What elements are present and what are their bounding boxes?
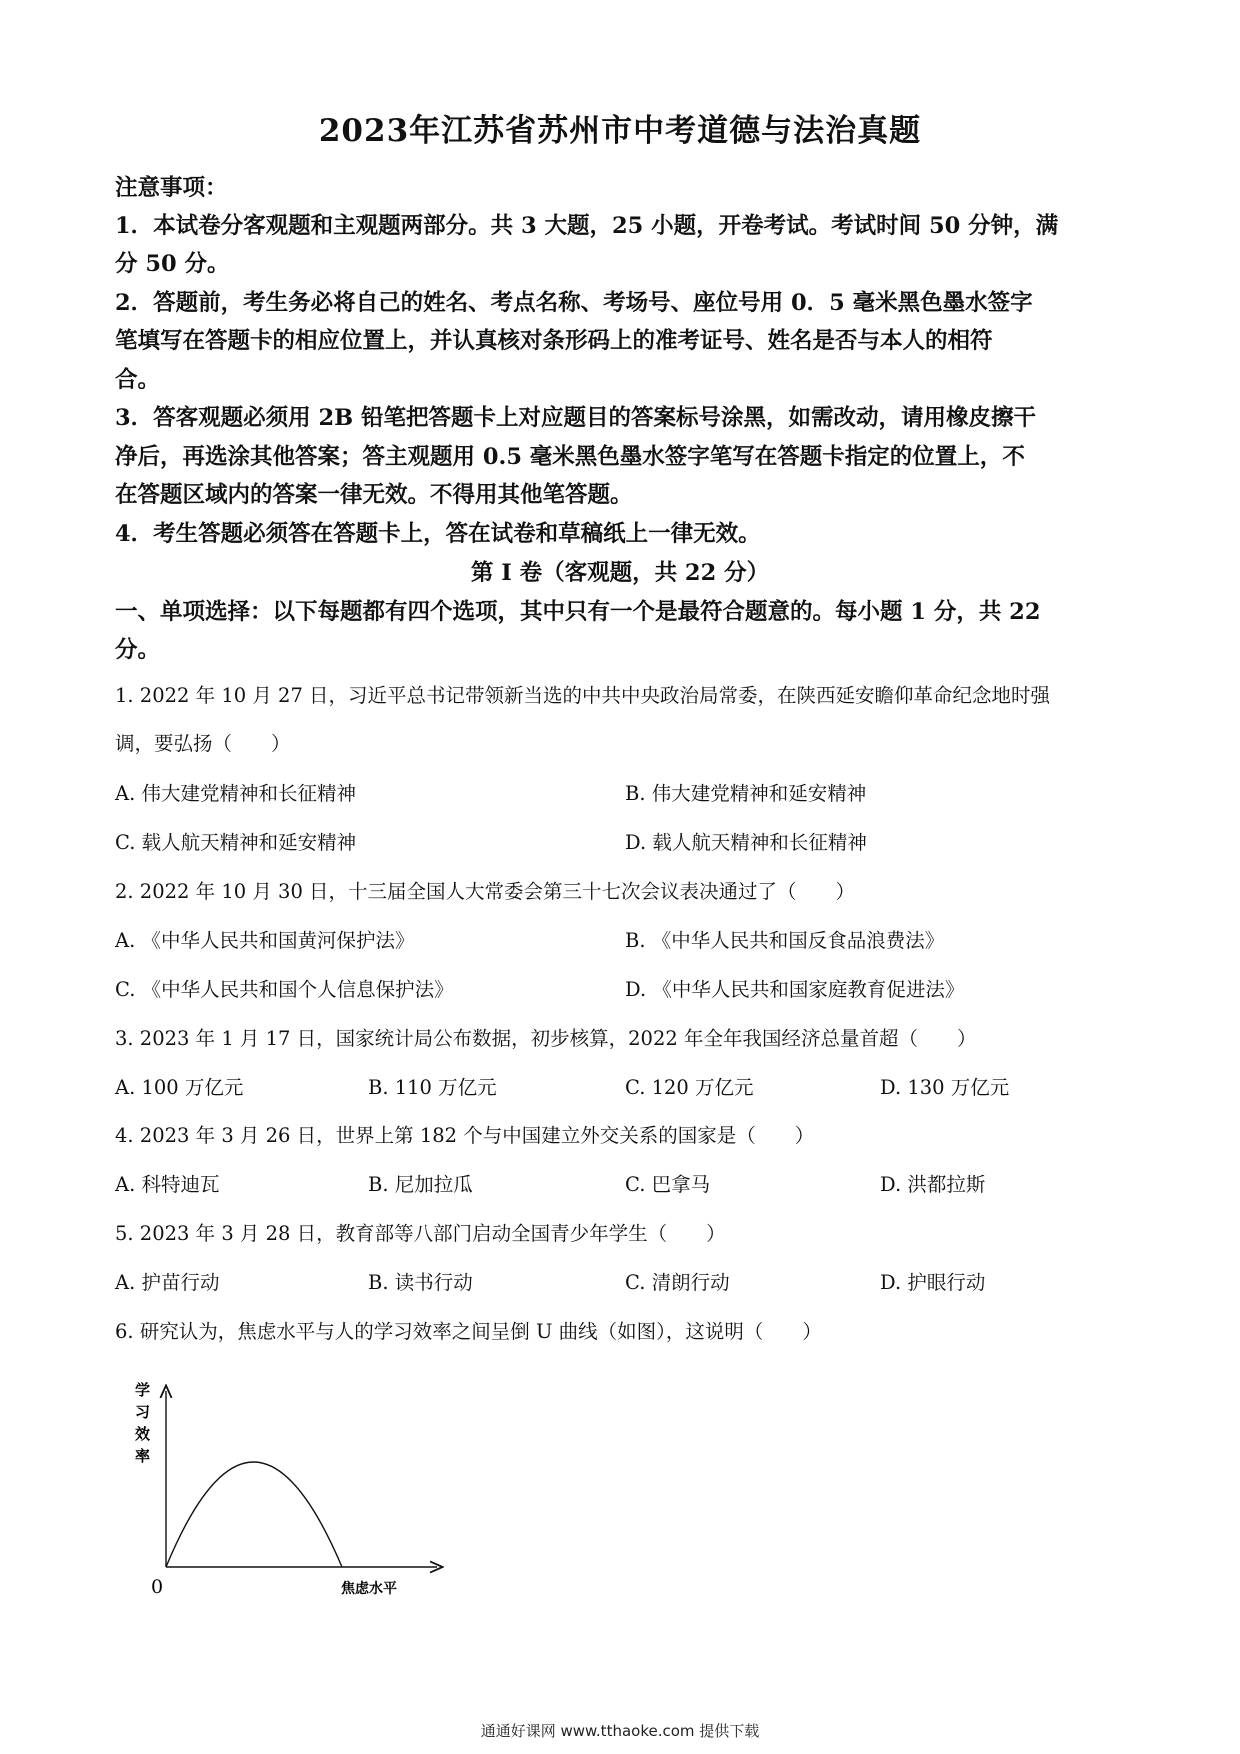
question-4-option-b: B. 尼加拉瓜 — [368, 1173, 473, 1196]
question-3-stem: 3. 2023 年 1 月 17 日，国家统计局公布数据，初步核算，2022 年全年我国经济总量首超（ ） — [115, 1027, 977, 1050]
part-one-instruction: 分。 — [115, 637, 161, 663]
notice-line: 合。 — [115, 367, 161, 393]
notice-line: 1．本试卷分客观题和主观题两部分。共 3 大题，25 小题，开卷考试。考试时间 50 分钟，满 — [115, 213, 1059, 239]
question-2-option-a: A. 《中华人民共和国黄河保护法》 — [115, 929, 415, 952]
question-3-option-b: B. 110 万亿元 — [368, 1076, 497, 1099]
question-4-option-d: D. 洪都拉斯 — [880, 1173, 986, 1196]
efficiency-curve — [166, 1462, 342, 1567]
notice-line: 分 50 分。 — [115, 251, 230, 277]
question-1-option-d: D. 载人航天精神和长征精神 — [625, 831, 867, 854]
question-5-option-b: B. 读书行动 — [368, 1271, 473, 1294]
question-5-stem: 5. 2023 年 3 月 28 日，教育部等八部门启动全国青少年学生（ ） — [115, 1222, 726, 1245]
notice-line: 4．考生答题必须答在答题卡上，答在试卷和草稿纸上一律无效。 — [115, 521, 761, 547]
question-2-option-b: B. 《中华人民共和国反食品浪费法》 — [625, 929, 945, 952]
question-1-option-b: B. 伟大建党精神和延安精神 — [625, 782, 867, 805]
part-one-instruction: 一、单项选择：以下每题都有四个选项，其中只有一个是最符合题意的。每小题 1 分，共 22 — [115, 599, 1041, 625]
question-1-option-a: A. 伟大建党精神和长征精神 — [115, 782, 356, 805]
notice-line: 在答题区域内的答案一律无效。不得用其他笔答题。 — [115, 482, 633, 508]
notice-line: 笔填写在答题卡的相应位置上，并认真核对条形码上的准考证号、姓名是否与本人的相符 — [115, 328, 993, 354]
question-3-option-d: D. 130 万亿元 — [880, 1076, 1010, 1099]
question-2-option-c: C. 《中华人民共和国个人信息保护法》 — [115, 978, 454, 1001]
question-1-option-c: C. 载人航天精神和延安精神 — [115, 831, 357, 854]
question-4-option-a: A. 科特迪瓦 — [115, 1173, 220, 1196]
x-axis-label: 焦虑水平 — [341, 1581, 397, 1597]
question-3-option-a: A. 100 万亿元 — [115, 1076, 244, 1099]
notice-heading: 注意事项： — [115, 175, 228, 201]
y-axis-label-char: 率 — [135, 1447, 151, 1465]
question-4-option-c: C. 巴拿马 — [625, 1173, 711, 1196]
footer-watermark: 通通好课网 www.tthaoke.com 提供下载 — [480, 1722, 760, 1740]
question-4-stem: 4. 2023 年 3 月 26 日，世界上第 182 个与中国建立外交关系的国家是（ ） — [115, 1124, 815, 1147]
y-axis-label-char: 学 — [135, 1381, 151, 1399]
notice-line: 2．答题前，考生务必将自己的姓名、考点名称、考场号、座位号用 0．5 毫米黑色墨水签字 — [115, 290, 1033, 316]
question-5-option-d: D. 护眼行动 — [880, 1271, 986, 1294]
question-5-option-a: A. 护苗行动 — [115, 1271, 220, 1294]
origin-label: 0 — [151, 1576, 164, 1598]
question-6-stem: 6. 研究认为，焦虑水平与人的学习效率之间呈倒 U 曲线（如图），这说明（ ） — [115, 1320, 822, 1343]
notice-line: 3．答客观题必须用 2B 铅笔把答题卡上对应题目的答案标号涂黑，如需改动，请用橡皮擦干 — [115, 405, 1036, 431]
section-title: 第 I 卷（客观题，共 22 分） — [470, 560, 770, 586]
inverted-u-figure — [115, 1375, 445, 1605]
question-5-option-c: C. 清朗行动 — [625, 1271, 730, 1294]
y-axis-label-char: 习 — [135, 1403, 151, 1421]
question-1-stem: 1. 2022 年 10 月 27 日，习近平总书记带领新当选的中共中央政治局常委，在陕西延安瞻仰革命纪念地时强 — [115, 684, 1051, 707]
y-axis-label-char: 效 — [135, 1425, 151, 1443]
page-title: 2023年江苏省苏州市中考道德与法治真题 — [318, 113, 922, 149]
question-2-option-d: D. 《中华人民共和国家庭教育促进法》 — [625, 978, 965, 1001]
question-1-stem: 调，要弘扬（ ） — [115, 732, 291, 755]
question-3-option-c: C. 120 万亿元 — [625, 1076, 754, 1099]
question-2-stem: 2. 2022 年 10 月 30 日，十三届全国人大常委会第三十七次会议表决通过了（ ） — [115, 880, 856, 903]
notice-line: 净后，再选涂其他答案；答主观题用 0.5 毫米黑色墨水签字笔写在答题卡指定的位置上，不 — [115, 444, 1025, 470]
